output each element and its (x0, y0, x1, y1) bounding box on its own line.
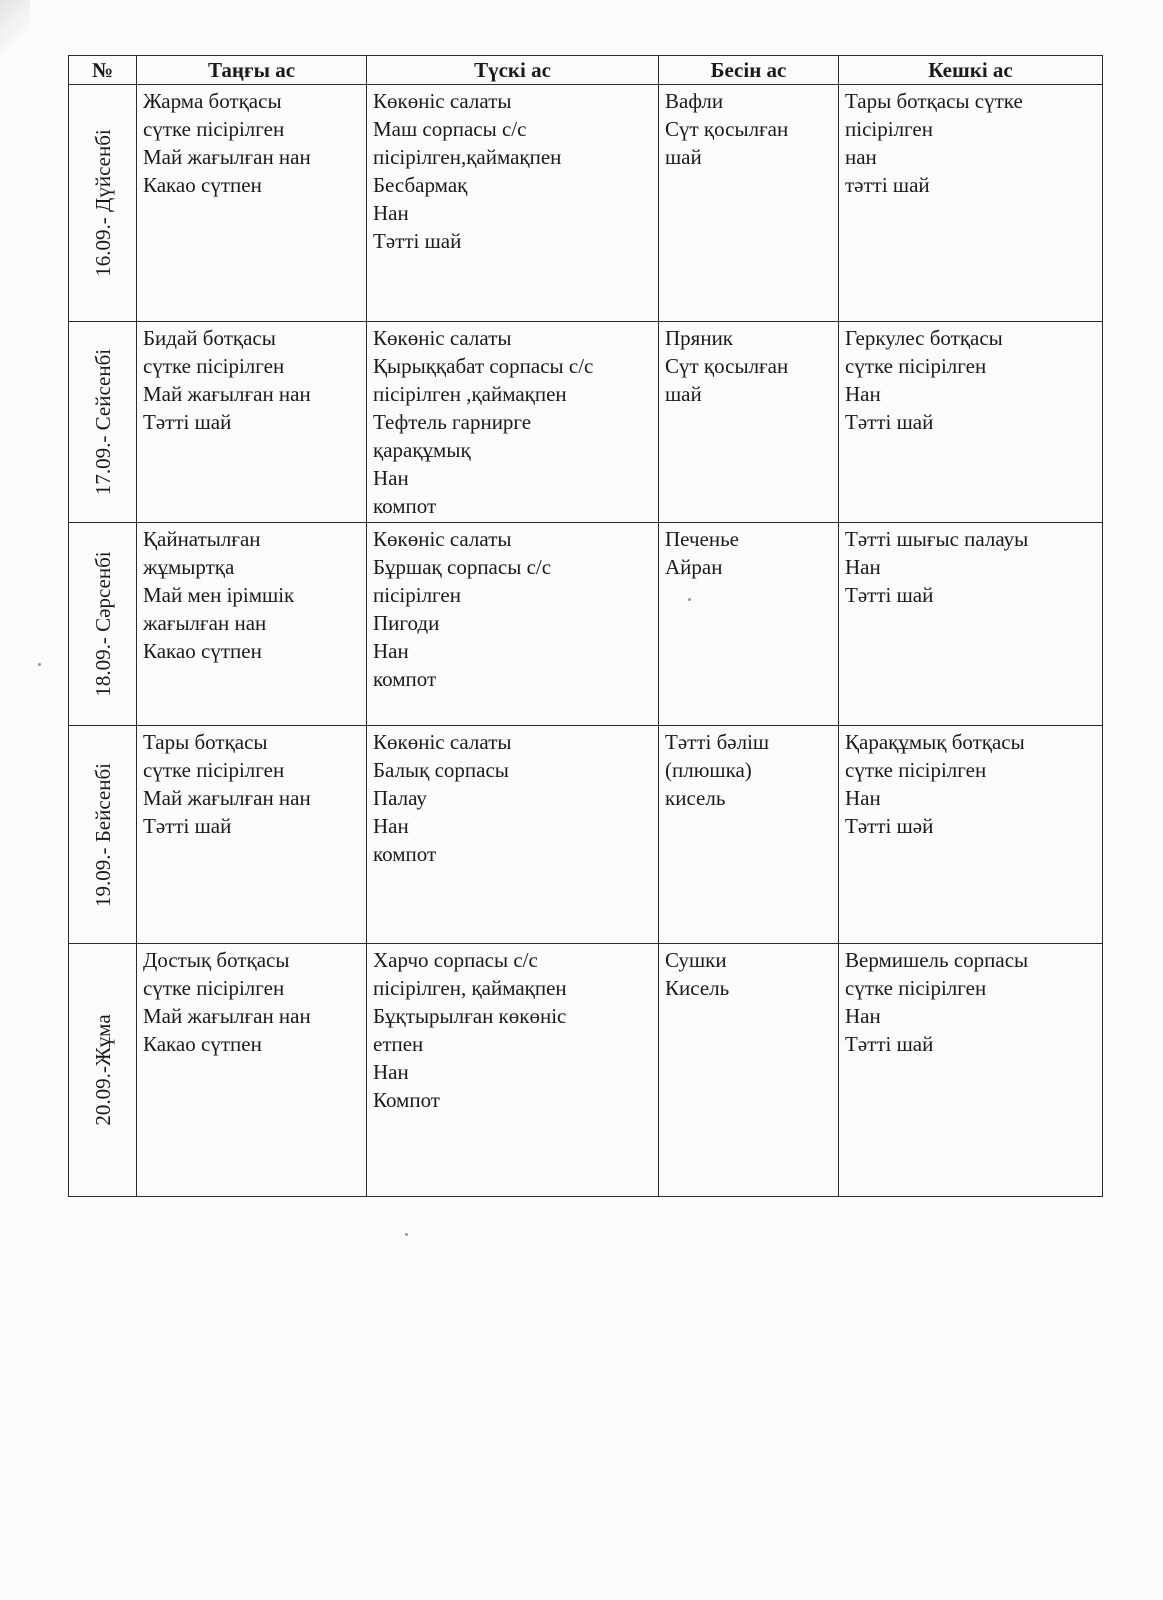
header-lunch: Түскі ас (367, 56, 659, 85)
dinner-item: Нан (845, 382, 881, 406)
lunch-cell (367, 523, 659, 726)
day-cell (69, 523, 137, 726)
snack-item: Кисель (665, 976, 730, 1000)
dinner-cell (839, 523, 1103, 726)
lunch-item: Көкөніс салаты (373, 89, 512, 113)
lunch-item: Бесбармақ (373, 173, 468, 197)
table-row (69, 726, 1103, 944)
breakfast-item: Тәтті шай (143, 410, 232, 434)
breakfast-item: Май жағылған нан (143, 382, 311, 406)
snack-item: Сүт қосылған (665, 354, 789, 378)
breakfast-item: Достық ботқасы (143, 948, 290, 972)
day-cell (69, 726, 137, 944)
lunch-item: Бұқтырылған көкөніс (373, 1004, 567, 1028)
lunch-item: Тәтті шай (373, 229, 462, 253)
dinner-item: Нан (845, 1004, 881, 1028)
lunch-item: Нан (373, 1060, 409, 1084)
snack-item: Айран (665, 555, 723, 579)
dinner-cell (839, 85, 1103, 322)
dinner-item: Тәтті шай (845, 583, 934, 607)
dinner-item: Вермишель сорпасы (845, 948, 1029, 972)
breakfast-item: Какао сүтпен (143, 639, 262, 663)
breakfast-item: сүтке пісірілген (143, 354, 285, 378)
breakfast-item: сүтке пісірілген (143, 758, 285, 782)
dinner-item: Нан (845, 786, 881, 810)
lunch-item: компот (373, 842, 437, 866)
header-dinner: Кешкі ас (839, 56, 1103, 85)
lunch-item: Нан (373, 639, 409, 663)
snack-item: кисель (665, 786, 726, 810)
breakfast-item: Бидай ботқасы (143, 326, 276, 350)
dinner-item: Тары ботқасы сүтке (845, 89, 1023, 113)
lunch-item: пісірілген (373, 583, 461, 607)
breakfast-item: жағылған нан (143, 611, 267, 635)
scan-speck (688, 598, 691, 601)
day-cell (69, 85, 137, 322)
breakfast-item: Тары ботқасы (143, 730, 268, 754)
dinner-item: Қарақұмық ботқасы (845, 730, 1025, 754)
weekly-menu-table (68, 55, 1103, 1197)
lunch-item: Балық сорпасы (373, 758, 509, 782)
lunch-item: компот (373, 494, 437, 518)
breakfast-item: Май жағылған нан (143, 145, 311, 169)
snack-cell (659, 726, 839, 944)
breakfast-item: Какао сүтпен (143, 1032, 262, 1056)
lunch-item: Компот (373, 1088, 440, 1112)
breakfast-cell (137, 726, 367, 944)
lunch-item: пісірілген,қаймақпен (373, 145, 562, 169)
snack-item: Сушки (665, 948, 727, 972)
lunch-cell (367, 322, 659, 523)
dinner-item: Нан (845, 555, 881, 579)
lunch-item: Пигоди (373, 611, 440, 635)
lunch-item: Көкөніс салаты (373, 527, 512, 551)
day-cell (69, 322, 137, 523)
breakfast-item: сүтке пісірілген (143, 117, 285, 141)
lunch-item: Палау (373, 786, 427, 810)
day-label: 16.09.- Дүйсенбі (90, 129, 115, 277)
dinner-item: нан (845, 145, 877, 169)
dinner-cell (839, 944, 1103, 1197)
dinner-item: Тәтті шәй (845, 814, 934, 838)
snack-cell (659, 322, 839, 523)
day-label: 20.09.-Жұма (90, 1014, 115, 1126)
dinner-item: Тәтті шай (845, 1032, 934, 1056)
breakfast-cell (137, 85, 367, 322)
day-label: 19.09.- Бейсенбі (90, 762, 115, 907)
table-row (69, 85, 1103, 322)
table-row (69, 944, 1103, 1197)
breakfast-item: Қайнатылған (143, 527, 261, 551)
breakfast-item: Май жағылған нан (143, 1004, 311, 1028)
lunch-item: Тефтель гарнирге (373, 410, 532, 434)
header-row (69, 56, 1103, 85)
breakfast-item: Май мен ірімшік (143, 583, 295, 607)
breakfast-item: Жарма ботқасы (143, 89, 282, 113)
lunch-item: Көкөніс салаты (373, 326, 512, 350)
day-cell (69, 944, 137, 1197)
breakfast-cell (137, 523, 367, 726)
snack-item: Вафли (665, 89, 724, 113)
breakfast-cell (137, 944, 367, 1197)
snack-item: (плюшка) (665, 758, 752, 782)
dinner-item: сүтке пісірілген (845, 976, 987, 1000)
day-label: 18.09.- Сәрсенбі (90, 551, 115, 697)
lunch-item: Бұршақ сорпасы с/с (373, 555, 552, 579)
snack-cell (659, 523, 839, 726)
lunch-item: Нан (373, 466, 409, 490)
breakfast-cell (137, 322, 367, 523)
header-number: № (69, 56, 137, 85)
dinner-item: тәтті шай (845, 173, 930, 197)
breakfast-item: Какао сүтпен (143, 173, 262, 197)
scan-edge-shadow (0, 0, 30, 60)
dinner-item: сүтке пісірілген (845, 758, 987, 782)
dinner-cell (839, 726, 1103, 944)
dinner-item: Тәтті шығыс палауы (845, 527, 1029, 551)
menu-body (69, 85, 1103, 1197)
lunch-item: Харчо сорпасы с/с (373, 948, 538, 972)
breakfast-item: жұмыртқа (143, 555, 235, 579)
dinner-item: Тәтті шай (845, 410, 934, 434)
dinner-item: сүтке пісірілген (845, 354, 987, 378)
lunch-item: Нан (373, 814, 409, 838)
header-breakfast: Таңғы ас (137, 56, 367, 85)
lunch-item: етпен (373, 1032, 424, 1056)
scan-speck (38, 663, 41, 666)
lunch-item: Қырыққабат сорпасы с/с (373, 354, 594, 378)
dinner-cell (839, 322, 1103, 523)
snack-item: Тәтті бәліш (665, 730, 770, 754)
lunch-cell (367, 944, 659, 1197)
table-row (69, 523, 1103, 726)
dinner-item: пісірілген (845, 117, 933, 141)
lunch-item: қарақұмық (373, 438, 471, 462)
lunch-cell (367, 726, 659, 944)
breakfast-item: Тәтті шай (143, 814, 232, 838)
header-snack: Бесін ас (659, 56, 839, 85)
snack-item: Сүт қосылған (665, 117, 789, 141)
lunch-item: пісірілген, қаймақпен (373, 976, 567, 1000)
snack-item: Пряник (665, 326, 734, 350)
lunch-item: Нан (373, 201, 409, 225)
day-label: 17.09.- Сейсенбі (90, 348, 115, 496)
snack-item: шай (665, 145, 702, 169)
lunch-cell (367, 85, 659, 322)
breakfast-item: Май жағылған нан (143, 786, 311, 810)
snack-item: шай (665, 382, 702, 406)
lunch-item: Маш сорпасы с/с (373, 117, 527, 141)
snack-cell (659, 85, 839, 322)
snack-cell (659, 944, 839, 1197)
breakfast-item: сүтке пісірілген (143, 976, 285, 1000)
snack-item: Печенье (665, 527, 739, 551)
table-row (69, 322, 1103, 523)
lunch-item: компот (373, 667, 437, 691)
dinner-item: Геркулес ботқасы (845, 326, 1003, 350)
scan-speck (405, 1233, 408, 1236)
lunch-item: Көкөніс салаты (373, 730, 512, 754)
lunch-item: пісірілген ,қаймақпен (373, 382, 567, 406)
